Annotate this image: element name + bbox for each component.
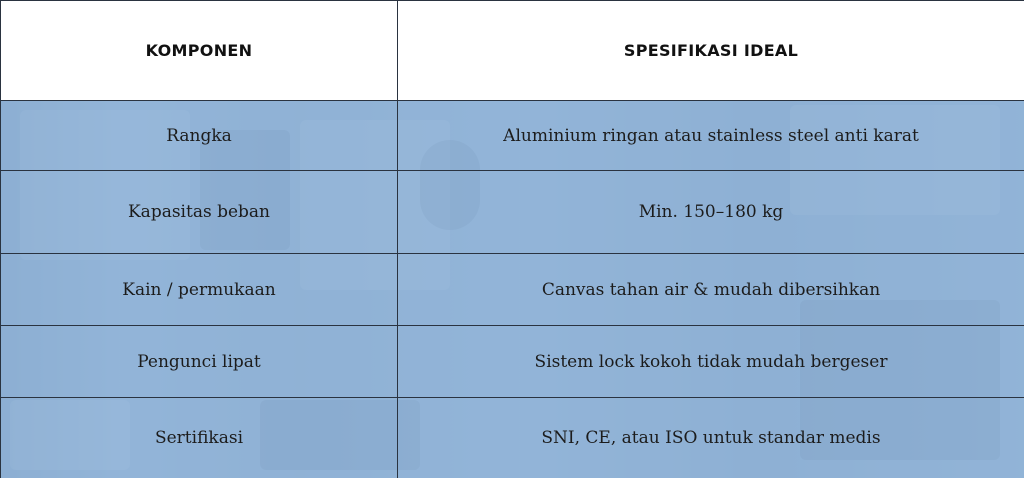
spec-cell: Min. 150–180 kg [398, 171, 1024, 254]
spec-cell: SNI, CE, atau ISO untuk standar medis [398, 398, 1024, 478]
table-row [1, 254, 1024, 326]
table-row [1, 171, 1024, 254]
header-komponen: KOMPONEN [1, 1, 398, 101]
header-spesifikasi: SPESIFIKASI IDEAL [398, 1, 1024, 101]
table-row [1, 101, 1024, 171]
spec-cell: Sistem lock kokoh tidak mudah bergeser [398, 326, 1024, 398]
component-cell: Rangka [1, 101, 398, 171]
component-cell: Kain / permukaan [1, 254, 398, 326]
spec-cell: Canvas tahan air & mudah dibersihkan [398, 254, 1024, 326]
table-row [1, 398, 1024, 478]
component-cell: Sertifikasi [1, 398, 398, 478]
spec-cell: Aluminium ringan atau stainless steel anti karat [398, 101, 1024, 171]
table-row [1, 326, 1024, 398]
header-row [1, 1, 1024, 101]
component-cell: Kapasitas beban [1, 171, 398, 254]
component-cell: Pengunci lipat [1, 326, 398, 398]
